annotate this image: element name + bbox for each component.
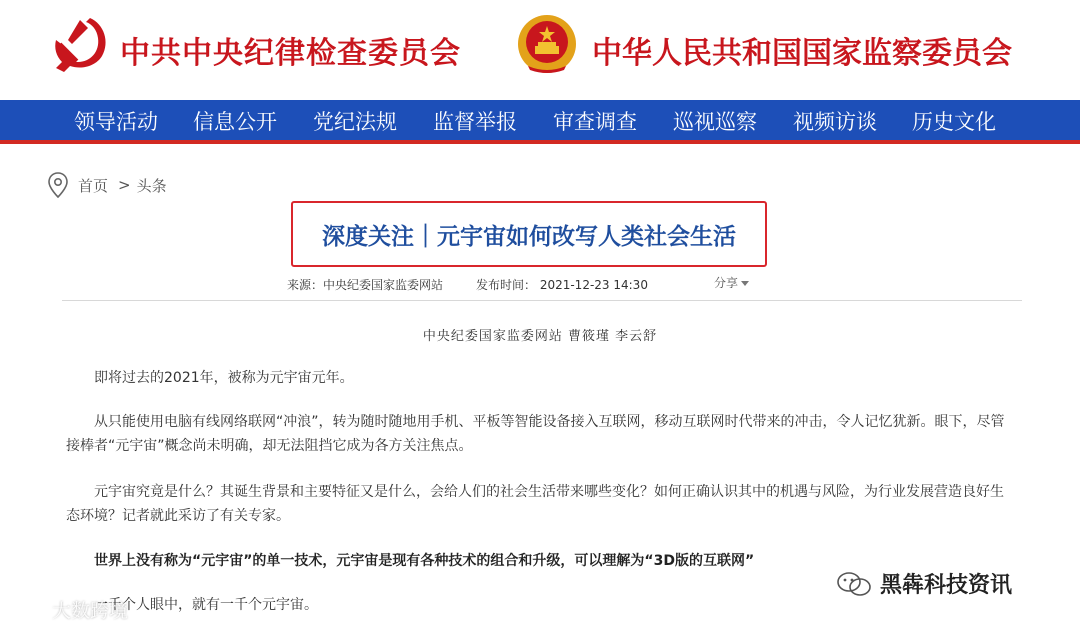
chevron-down-icon xyxy=(741,281,749,286)
nav-item-leadership[interactable]: 领导活动 xyxy=(74,110,158,134)
site-header xyxy=(0,0,1080,100)
article-byline: 中央纪委国家监委网站 曹筱瑾 李云舒 xyxy=(422,329,658,344)
nav-item-info-disclosure[interactable]: 信息公开 xyxy=(193,110,277,134)
nav-item-regulations[interactable]: 党纪法规 xyxy=(313,110,397,134)
breadcrumb-separator: > xyxy=(118,176,131,194)
site-title-nsc: 中华人民共和国国家监察委员会 xyxy=(592,36,1012,71)
breadcrumb-current[interactable]: 头条 xyxy=(136,176,167,195)
party-emblem-icon xyxy=(50,12,112,74)
weibo-icon xyxy=(8,599,48,621)
main-nav xyxy=(0,100,1080,144)
article-subheading: 世界上没有称为“元宇宙”的单一技术，元宇宙是现有各种技术的组合和升级，可以理解为“3D版的互联网” xyxy=(94,553,755,569)
location-pin-icon xyxy=(48,172,68,198)
article-paragraph: 一千个人眼中，就有一千个元宇宙。 xyxy=(94,597,318,613)
share-label: 分享 xyxy=(714,276,739,290)
watermark-left-text: 大数跨境 xyxy=(52,600,129,622)
breadcrumb-home-link[interactable]: 首页 xyxy=(78,176,109,195)
site-title-ccdi: 中共中央纪律检查委员会 xyxy=(120,36,461,71)
nav-item-inspection[interactable]: 巡视巡察 xyxy=(673,110,757,134)
nav-item-history[interactable]: 历史文化 xyxy=(912,110,996,134)
headline-highlight-box xyxy=(291,201,767,267)
nav-item-investigation[interactable]: 审查调查 xyxy=(553,110,637,134)
article-paragraph: 从只能使用电脑有线网络联网“冲浪”，转为随时随地用手机、平板等智能设备接入互联网，移动互联网时代带来的冲击，令人记忆犹新。眼下，尽管接棒者“元宇宙”概念尚未明确，却无法阻挡它成为各方关注焦点。 xyxy=(66,414,1005,454)
article-paragraph: 即将过去的2021年，被称为元宇宙元年。 xyxy=(94,370,354,386)
article-publish-time: 发布时间： 2021-12-23 14:30 xyxy=(476,278,648,292)
article-headline: 深度关注｜元宇宙如何改写人类社会生活 xyxy=(322,223,736,250)
national-emblem-icon xyxy=(516,12,578,76)
watermark-left xyxy=(8,596,128,623)
watermark-right-text: 黑犇科技资讯 xyxy=(880,573,1013,598)
watermark-right xyxy=(836,568,1012,599)
breadcrumb xyxy=(48,172,167,198)
nav-item-video[interactable]: 视频访谈 xyxy=(793,110,877,134)
share-button[interactable] xyxy=(714,274,749,291)
wechat-icon xyxy=(836,571,872,597)
article-source: 来源：中央纪委国家监委网站 xyxy=(287,278,444,292)
meta-divider xyxy=(62,300,1022,301)
article-paragraph: 元宇宙究竟是什么？其诞生背景和主要特征又是什么，会给人们的社会生活带来哪些变化？如何正确认识其中的机遇与风险，为行业发展营造良好生态环境？记者就此采访了有关专家。 xyxy=(66,484,1004,524)
nav-item-report[interactable]: 监督举报 xyxy=(433,110,517,134)
